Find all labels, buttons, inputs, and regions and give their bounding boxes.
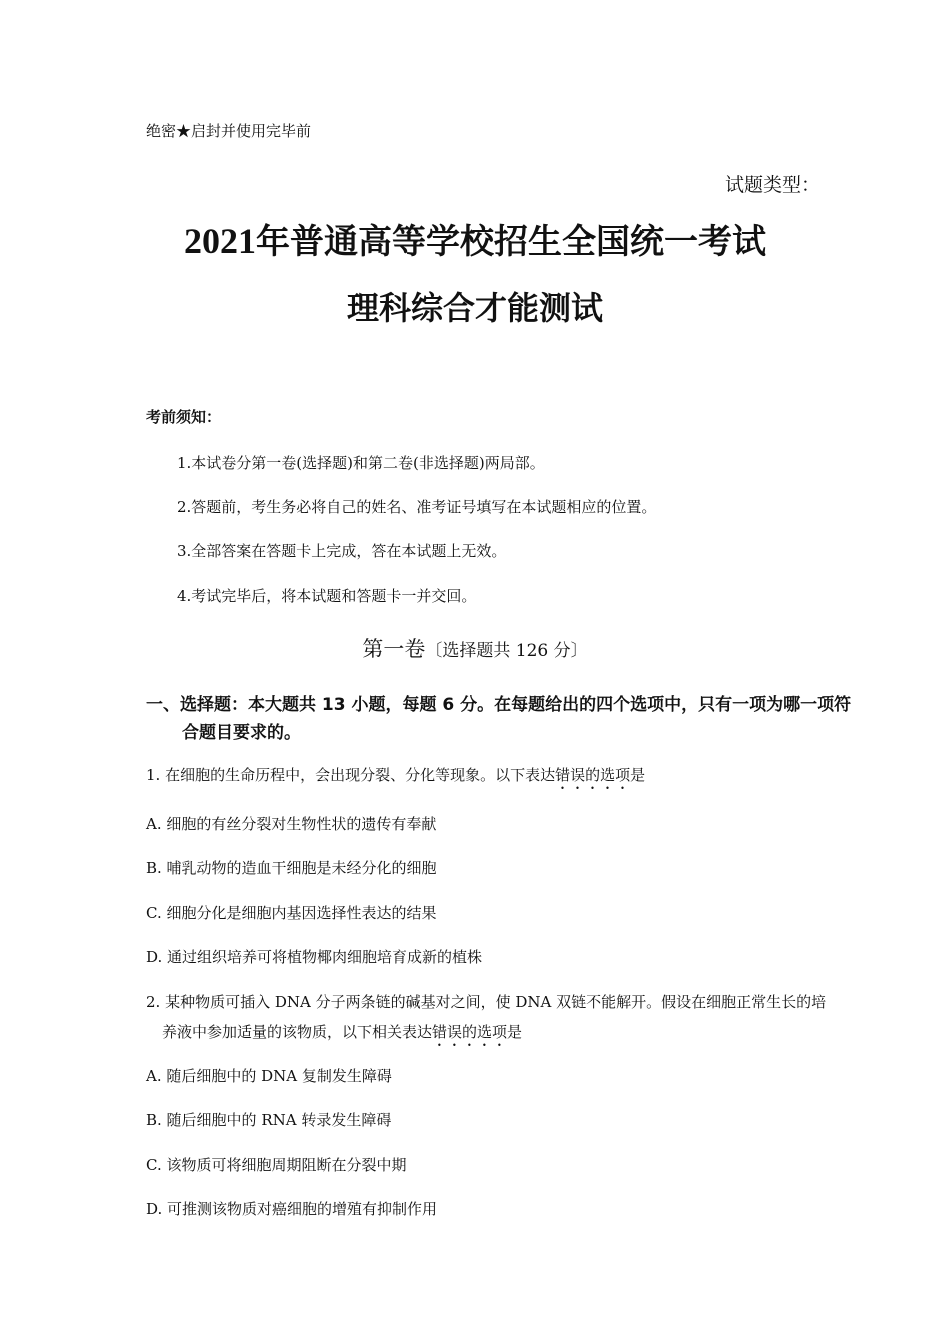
question-tail: 是 <box>630 766 646 784</box>
exam-title <box>0 214 950 263</box>
question-emphasis: 错误的选项 <box>432 1023 508 1041</box>
question-emphasis: 错误的选项 <box>555 766 631 784</box>
notice-item: 1.本试卷分第一卷(选择题)和第二卷(非选择题)两局部。 <box>177 454 545 472</box>
answer-option: A. 细胞的有丝分裂对生物性状的遗传有奉献 <box>146 815 437 833</box>
question-text: 1. 在细胞的生命历程中，会出现分裂、分化等现象。以下表达 <box>146 766 556 784</box>
question-stem <box>146 987 832 1050</box>
notice-heading: 考前须知： <box>146 408 222 426</box>
notice-item: 2.答题前，考生务必将自己的姓名、准考证号填写在本试题相应的位置。 <box>177 498 657 516</box>
confidential-label: 绝密★启封并使用完毕前 <box>146 122 312 140</box>
question-tail: 是 <box>507 1023 523 1041</box>
exam-subject: 理科综合才能测试 <box>346 289 603 327</box>
part-heading: 一、选择题：本大题共 13 小题，每题 6 分。在每题给出的四个选项中，只有一项为哪一项符合题目要求的。 <box>146 695 852 743</box>
section-title <box>0 633 950 663</box>
notice-item: 4.考试完毕后，将本试题和答题卡一并交回。 <box>177 587 477 605</box>
question-text: 2. 某种物质可插入 DNA 分子两条链的碱基对之间，使 DNA 双链不能解开。假设在细胞正常生长的培养液中参加适量的该物质，以下相关表达 <box>146 993 827 1041</box>
answer-option: C. 该物质可将细胞周期阻断在分裂中期 <box>146 1156 407 1174</box>
answer-option: B. 随后细胞中的 RNA 转录发生障碍 <box>146 1111 392 1129</box>
question-type-label: 试题类型： <box>724 174 820 196</box>
answer-option: D. 可推测该物质对癌细胞的增殖有抑制作用 <box>146 1200 438 1218</box>
exam-year: 2021 <box>184 221 256 261</box>
answer-option: A. 随后细胞中的 DNA 复制发生障碍 <box>146 1067 392 1085</box>
section-name: 第一卷 <box>362 637 426 661</box>
answer-option: D. 通过组织培养可将植物椰肉细胞培育成新的植株 <box>146 948 483 966</box>
section-subtitle: 〔选择题共 126 分〕 <box>425 641 588 661</box>
answer-option: B. 哺乳动物的造血干细胞是未经分化的细胞 <box>146 859 437 877</box>
question-stem <box>146 760 832 793</box>
exam-title-rest: 年普通高等学校招生全国统一考试 <box>256 222 766 262</box>
answer-option: C. 细胞分化是细胞内基因选择性表达的结果 <box>146 904 437 922</box>
notice-item: 3.全部答案在答题卡上完成，答在本试题上无效。 <box>177 542 507 560</box>
